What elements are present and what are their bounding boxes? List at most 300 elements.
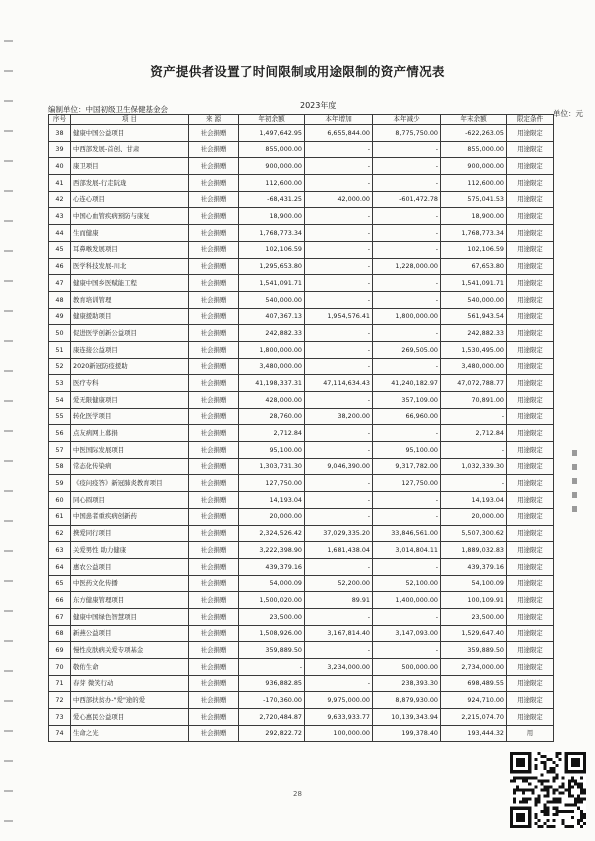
cell-restriction: 用途限定 xyxy=(507,642,554,659)
cell-decrease: - xyxy=(373,225,441,242)
table-row xyxy=(49,358,554,375)
header-decrease: 本年减少 xyxy=(373,115,441,125)
cell-project: 医学科技发展-川北 xyxy=(71,258,189,275)
cell-opening: 95,100.00 xyxy=(239,442,305,459)
cell-restriction: 用途限定 xyxy=(507,625,554,642)
cell-project: 2020新冠防疫援助 xyxy=(71,358,189,375)
cell-closing: 18,900.00 xyxy=(441,208,507,225)
cell-opening: 1,768,773.34 xyxy=(239,225,305,242)
org-label: 编制单位：中国初级卫生保健基金会 xyxy=(48,105,168,114)
table-row xyxy=(49,225,554,242)
cell-project: 中国心血管疾病预防与康复 xyxy=(71,208,189,225)
cell-restriction: 用途限定 xyxy=(507,358,554,375)
cell-closing: - xyxy=(441,442,507,459)
cell-project: 携爱同行项目 xyxy=(71,525,189,542)
cell-source: 社会捐赠 xyxy=(189,525,239,542)
cell-seq: 60 xyxy=(49,492,71,509)
cell-restriction: 用途限定 xyxy=(507,425,554,442)
table-row xyxy=(49,542,554,559)
cell-decrease: 66,960.00 xyxy=(373,408,441,425)
cell-seq: 54 xyxy=(49,392,71,409)
cell-opening: 1,500,020.00 xyxy=(239,592,305,609)
cell-source: 社会捐赠 xyxy=(189,725,239,742)
unit-label: 单位：元 xyxy=(553,109,583,118)
cell-closing: 1,530,495.00 xyxy=(441,341,507,358)
cell-source: 社会捐赠 xyxy=(189,625,239,642)
cell-source: 社会捐赠 xyxy=(189,475,239,492)
cell-project: 教育培训管理 xyxy=(71,291,189,308)
header-closing-balance: 年末余额 xyxy=(441,115,507,125)
year-label: 2023年度 xyxy=(300,101,337,110)
cell-decrease: 3,147,093.00 xyxy=(373,625,441,642)
binding-margin xyxy=(0,0,18,841)
cell-seq: 64 xyxy=(49,558,71,575)
cell-restriction: 用途限定 xyxy=(507,692,554,709)
cell-opening: -68,431.25 xyxy=(239,191,305,208)
cell-increase: 9,975,000.00 xyxy=(305,692,373,709)
cell-source: 社会捐赠 xyxy=(189,308,239,325)
cell-source: 社会捐赠 xyxy=(189,141,239,158)
cell-source: 社会捐赠 xyxy=(189,208,239,225)
cell-opening: 2,324,526.42 xyxy=(239,525,305,542)
cell-decrease: 52,100.00 xyxy=(373,575,441,592)
cell-increase: 42,000.00 xyxy=(305,191,373,208)
cell-increase: - xyxy=(305,291,373,308)
cell-closing: 540,000.00 xyxy=(441,291,507,308)
cell-decrease: - xyxy=(373,558,441,575)
cell-source: 社会捐赠 xyxy=(189,425,239,442)
cell-closing: 698,489.55 xyxy=(441,675,507,692)
table-row xyxy=(49,258,554,275)
cell-seq: 59 xyxy=(49,475,71,492)
cell-increase: 1,954,576.41 xyxy=(305,308,373,325)
cell-source: 社会捐赠 xyxy=(189,125,239,142)
cell-restriction: 用途限定 xyxy=(507,458,554,475)
cell-seq: 65 xyxy=(49,575,71,592)
table-row xyxy=(49,191,554,208)
cell-opening: 54,000.09 xyxy=(239,575,305,592)
cell-restriction: 用途限定 xyxy=(507,475,554,492)
cell-seq: 71 xyxy=(49,675,71,692)
cell-decrease: - xyxy=(373,141,441,158)
cell-decrease: - xyxy=(373,508,441,525)
cell-increase: - xyxy=(305,225,373,242)
cell-restriction: 用途限定 xyxy=(507,225,554,242)
cell-increase: - xyxy=(305,341,373,358)
cell-restriction: 用途限定 xyxy=(507,241,554,258)
table-row xyxy=(49,408,554,425)
cell-increase: - xyxy=(305,608,373,625)
cell-decrease: 95,100.00 xyxy=(373,442,441,459)
cell-project: 新燕公益项目 xyxy=(71,625,189,642)
cell-increase: - xyxy=(305,475,373,492)
cell-closing: - xyxy=(441,408,507,425)
cell-opening: 1,541,091.71 xyxy=(239,275,305,292)
cell-source: 社会捐赠 xyxy=(189,659,239,676)
cell-seq: 70 xyxy=(49,659,71,676)
cell-project: 惠农公益项目 xyxy=(71,558,189,575)
cell-decrease: 33,846,561.00 xyxy=(373,525,441,542)
cell-project: 康连接公益项目 xyxy=(71,341,189,358)
cell-restriction: 用途限定 xyxy=(507,175,554,192)
table-body xyxy=(49,125,554,742)
cell-decrease: - xyxy=(373,208,441,225)
cell-closing: 1,889,032.83 xyxy=(441,542,507,559)
cell-restriction: 用途限定 xyxy=(507,341,554,358)
cell-decrease: 500,000.00 xyxy=(373,659,441,676)
cell-increase: - xyxy=(305,508,373,525)
cell-project: 点友病网上募捐 xyxy=(71,425,189,442)
table-row xyxy=(49,592,554,609)
cell-decrease: 127,750.00 xyxy=(373,475,441,492)
cell-source: 社会捐赠 xyxy=(189,175,239,192)
cell-source: 社会捐赠 xyxy=(189,709,239,726)
cell-restriction: 用 xyxy=(507,725,554,742)
cell-increase: - xyxy=(305,241,373,258)
cell-source: 社会捐赠 xyxy=(189,275,239,292)
cell-seq: 50 xyxy=(49,325,71,342)
cell-seq: 73 xyxy=(49,709,71,726)
cell-seq: 48 xyxy=(49,291,71,308)
cell-decrease: - xyxy=(373,175,441,192)
cell-opening: 359,889.50 xyxy=(239,642,305,659)
cell-closing: 2,215,074.70 xyxy=(441,709,507,726)
cell-opening: 428,000.00 xyxy=(239,392,305,409)
cell-project: 促进医学创新公益项目 xyxy=(71,325,189,342)
cell-decrease: - xyxy=(373,358,441,375)
cell-closing: 47,072,788.77 xyxy=(441,375,507,392)
cell-increase: 38,200.00 xyxy=(305,408,373,425)
cell-increase: 3,167,814.40 xyxy=(305,625,373,642)
cell-source: 社会捐赠 xyxy=(189,592,239,609)
cell-closing: 112,600.00 xyxy=(441,175,507,192)
cell-source: 社会捐赠 xyxy=(189,442,239,459)
table-row xyxy=(49,575,554,592)
cell-project: 医疗专科 xyxy=(71,375,189,392)
table-row xyxy=(49,608,554,625)
cell-closing: 14,193.04 xyxy=(441,492,507,509)
cell-seq: 42 xyxy=(49,191,71,208)
side-stamp-mark xyxy=(572,450,578,530)
table-row xyxy=(49,692,554,709)
cell-seq: 72 xyxy=(49,692,71,709)
cell-opening: 102,106.59 xyxy=(239,241,305,258)
cell-decrease: 9,317,782.00 xyxy=(373,458,441,475)
cell-opening: 407,367.13 xyxy=(239,308,305,325)
cell-project: 中国患者重疾病创新药 xyxy=(71,508,189,525)
cell-decrease: 10,139,343.94 xyxy=(373,709,441,726)
cell-increase: - xyxy=(305,141,373,158)
cell-opening: 540,000.00 xyxy=(239,291,305,308)
cell-project: 康卫项目 xyxy=(71,158,189,175)
cell-opening: -170,360.00 xyxy=(239,692,305,709)
cell-seq: 53 xyxy=(49,375,71,392)
cell-restriction: 用途限定 xyxy=(507,608,554,625)
cell-decrease: - xyxy=(373,642,441,659)
cell-project: 耳鼻喉发展项目 xyxy=(71,241,189,258)
cell-project: 健康援助项目 xyxy=(71,308,189,325)
cell-decrease: 3,014,804.11 xyxy=(373,542,441,559)
cell-restriction: 用途限定 xyxy=(507,508,554,525)
cell-increase: - xyxy=(305,392,373,409)
cell-closing: 439,379.16 xyxy=(441,558,507,575)
page-number: 28 xyxy=(293,790,302,798)
cell-closing: 1,768,773.34 xyxy=(441,225,507,242)
cell-restriction: 用途限定 xyxy=(507,308,554,325)
cell-seq: 74 xyxy=(49,725,71,742)
cell-closing: 900,000.00 xyxy=(441,158,507,175)
cell-restriction: 用途限定 xyxy=(507,191,554,208)
cell-increase: - xyxy=(305,675,373,692)
cell-project: 健康中国乡医赋能工程 xyxy=(71,275,189,292)
cell-decrease: - xyxy=(373,241,441,258)
cell-source: 社会捐赠 xyxy=(189,358,239,375)
cell-increase: - xyxy=(305,358,373,375)
cell-closing: 359,889.50 xyxy=(441,642,507,659)
cell-decrease: - xyxy=(373,275,441,292)
cell-opening: 3,480,000.00 xyxy=(239,358,305,375)
cell-decrease: 8,775,750.00 xyxy=(373,125,441,142)
cell-restriction: 用途限定 xyxy=(507,141,554,158)
cell-source: 社会捐赠 xyxy=(189,191,239,208)
cell-increase: - xyxy=(305,492,373,509)
cell-decrease: - xyxy=(373,492,441,509)
cell-increase: - xyxy=(305,642,373,659)
cell-restriction: 用途限定 xyxy=(507,492,554,509)
cell-project: 心连心项目 xyxy=(71,191,189,208)
cell-project: 转化医学项目 xyxy=(71,408,189,425)
cell-source: 社会捐赠 xyxy=(189,375,239,392)
cell-project: 生而健康 xyxy=(71,225,189,242)
cell-closing: 102,106.59 xyxy=(441,241,507,258)
cell-increase: 89.91 xyxy=(305,592,373,609)
cell-project: 中医药文化传播 xyxy=(71,575,189,592)
cell-project: 爱无限健康项目 xyxy=(71,392,189,409)
cell-opening: 1,497,642.95 xyxy=(239,125,305,142)
cell-seq: 55 xyxy=(49,408,71,425)
cell-opening: - xyxy=(239,659,305,676)
cell-opening: 41,198,337.31 xyxy=(239,375,305,392)
header-opening-balance: 年初余额 xyxy=(239,115,305,125)
cell-project: 爱心惠民公益项目 xyxy=(71,709,189,726)
cell-opening: 3,222,398.90 xyxy=(239,542,305,559)
table-row xyxy=(49,175,554,192)
cell-closing: 2,712.84 xyxy=(441,425,507,442)
cell-source: 社会捐赠 xyxy=(189,392,239,409)
cell-source: 社会捐赠 xyxy=(189,675,239,692)
header-restriction: 限定条件 xyxy=(507,115,554,125)
cell-closing: 1,541,091.71 xyxy=(441,275,507,292)
table-row xyxy=(49,725,554,742)
cell-increase: 1,681,438.04 xyxy=(305,542,373,559)
cell-restriction: 用途限定 xyxy=(507,442,554,459)
cell-seq: 47 xyxy=(49,275,71,292)
cell-project: 健康中国公益项目 xyxy=(71,125,189,142)
cell-opening: 900,000.00 xyxy=(239,158,305,175)
table-row xyxy=(49,558,554,575)
header-increase: 本年增加 xyxy=(305,115,373,125)
cell-seq: 46 xyxy=(49,258,71,275)
cell-decrease: - xyxy=(373,608,441,625)
cell-decrease: 357,109.00 xyxy=(373,392,441,409)
cell-seq: 45 xyxy=(49,241,71,258)
cell-closing: 3,480,000.00 xyxy=(441,358,507,375)
cell-source: 社会捐赠 xyxy=(189,692,239,709)
table-row xyxy=(49,392,554,409)
cell-project: 关爱男性 助力健康 xyxy=(71,542,189,559)
cell-closing: 561,943.54 xyxy=(441,308,507,325)
cell-opening: 28,760.00 xyxy=(239,408,305,425)
cell-decrease: - xyxy=(373,325,441,342)
cell-restriction: 用途限定 xyxy=(507,525,554,542)
cell-seq: 39 xyxy=(49,141,71,158)
cell-project: 春芽 微笑行动 xyxy=(71,675,189,692)
cell-opening: 18,900.00 xyxy=(239,208,305,225)
cell-project: 慢性皮肤病关爱专项基金 xyxy=(71,642,189,659)
cell-closing: -622,263.05 xyxy=(441,125,507,142)
cell-source: 社会捐赠 xyxy=(189,341,239,358)
table-row xyxy=(49,375,554,392)
cell-restriction: 用途限定 xyxy=(507,592,554,609)
cell-seq: 41 xyxy=(49,175,71,192)
cell-restriction: 用途限定 xyxy=(507,558,554,575)
table-row xyxy=(49,158,554,175)
cell-opening: 936,882.85 xyxy=(239,675,305,692)
cell-source: 社会捐赠 xyxy=(189,158,239,175)
cell-closing: 575,041.53 xyxy=(441,191,507,208)
header-seq: 序号 xyxy=(49,115,71,125)
table-row xyxy=(49,291,554,308)
cell-increase: - xyxy=(305,558,373,575)
table-row xyxy=(49,492,554,509)
table-row xyxy=(49,709,554,726)
cell-source: 社会捐赠 xyxy=(189,642,239,659)
cell-increase: - xyxy=(305,325,373,342)
cell-decrease: 1,800,000.00 xyxy=(373,308,441,325)
cell-source: 社会捐赠 xyxy=(189,575,239,592)
cell-seq: 68 xyxy=(49,625,71,642)
cell-restriction: 用途限定 xyxy=(507,659,554,676)
cell-decrease: 8,879,930.00 xyxy=(373,692,441,709)
cell-decrease: - xyxy=(373,158,441,175)
table-row xyxy=(49,325,554,342)
cell-closing: 23,500.00 xyxy=(441,608,507,625)
cell-decrease: 1,228,000.00 xyxy=(373,258,441,275)
cell-restriction: 用途限定 xyxy=(507,125,554,142)
cell-project: 东方健康管理项目 xyxy=(71,592,189,609)
table-row xyxy=(49,442,554,459)
cell-opening: 23,500.00 xyxy=(239,608,305,625)
cell-increase: - xyxy=(305,258,373,275)
cell-project: 《疫问疫答》新冠肺炎教育项目 xyxy=(71,475,189,492)
cell-restriction: 用途限定 xyxy=(507,675,554,692)
cell-increase: - xyxy=(305,158,373,175)
cell-project: 同心圆项目 xyxy=(71,492,189,509)
cell-closing: 193,444.32 xyxy=(441,725,507,742)
cell-increase: 9,633,933.77 xyxy=(305,709,373,726)
cell-closing: 1,529,647.40 xyxy=(441,625,507,642)
cell-source: 社会捐赠 xyxy=(189,241,239,258)
table-row xyxy=(49,525,554,542)
cell-increase: - xyxy=(305,208,373,225)
cell-source: 社会捐赠 xyxy=(189,508,239,525)
cell-restriction: 用途限定 xyxy=(507,158,554,175)
cell-seq: 58 xyxy=(49,458,71,475)
cell-seq: 61 xyxy=(49,508,71,525)
table-header-row xyxy=(49,115,554,125)
cell-increase: 9,046,390.00 xyxy=(305,458,373,475)
cell-seq: 57 xyxy=(49,442,71,459)
cell-project: 生命之光 xyxy=(71,725,189,742)
cell-closing: 54,100.09 xyxy=(441,575,507,592)
cell-opening: 2,720,484.87 xyxy=(239,709,305,726)
cell-closing: 20,000.00 xyxy=(441,508,507,525)
cell-restriction: 用途限定 xyxy=(507,408,554,425)
cell-source: 社会捐赠 xyxy=(189,225,239,242)
cell-seq: 38 xyxy=(49,125,71,142)
table-row xyxy=(49,458,554,475)
cell-source: 社会捐赠 xyxy=(189,542,239,559)
restricted-assets-table xyxy=(48,114,554,742)
cell-opening: 112,600.00 xyxy=(239,175,305,192)
table-row xyxy=(49,308,554,325)
cell-project: 中西部扶贫办-"爱"途的爱 xyxy=(71,692,189,709)
cell-seq: 52 xyxy=(49,358,71,375)
cell-decrease: - xyxy=(373,291,441,308)
cell-decrease: 1,400,000.00 xyxy=(373,592,441,609)
cell-source: 社会捐赠 xyxy=(189,291,239,308)
table-row xyxy=(49,241,554,258)
cell-closing: 924,710.00 xyxy=(441,692,507,709)
cell-restriction: 用途限定 xyxy=(507,392,554,409)
cell-closing: 100,109.91 xyxy=(441,592,507,609)
cell-closing: 67,653.80 xyxy=(441,258,507,275)
cell-project: 中医国际发展项目 xyxy=(71,442,189,459)
cell-opening: 439,379.16 xyxy=(239,558,305,575)
cell-restriction: 用途限定 xyxy=(507,291,554,308)
cell-closing: 855,000.00 xyxy=(441,141,507,158)
cell-closing: 242,882.33 xyxy=(441,325,507,342)
cell-decrease: 41,240,182.97 xyxy=(373,375,441,392)
header-project: 项 目 xyxy=(71,115,189,125)
table-row xyxy=(49,208,554,225)
cell-increase: - xyxy=(305,425,373,442)
table-row xyxy=(49,125,554,142)
cell-restriction: 用途限定 xyxy=(507,258,554,275)
cell-closing: 2,734,000.00 xyxy=(441,659,507,676)
cell-restriction: 用途限定 xyxy=(507,375,554,392)
cell-source: 社会捐赠 xyxy=(189,492,239,509)
cell-opening: 855,000.00 xyxy=(239,141,305,158)
cell-restriction: 用途限定 xyxy=(507,208,554,225)
table-row xyxy=(49,141,554,158)
cell-project: 敬佑生命 xyxy=(71,659,189,676)
cell-increase: 100,000.00 xyxy=(305,725,373,742)
cell-opening: 127,750.00 xyxy=(239,475,305,492)
cell-seq: 44 xyxy=(49,225,71,242)
cell-opening: 2,712.84 xyxy=(239,425,305,442)
cell-seq: 63 xyxy=(49,542,71,559)
table-row xyxy=(49,659,554,676)
cell-opening: 1,295,653.80 xyxy=(239,258,305,275)
cell-opening: 14,193.04 xyxy=(239,492,305,509)
cell-seq: 40 xyxy=(49,158,71,175)
table-row xyxy=(49,675,554,692)
cell-increase: 52,200.00 xyxy=(305,575,373,592)
cell-restriction: 用途限定 xyxy=(507,275,554,292)
cell-increase: 6,655,844.00 xyxy=(305,125,373,142)
cell-opening: 1,508,926.00 xyxy=(239,625,305,642)
